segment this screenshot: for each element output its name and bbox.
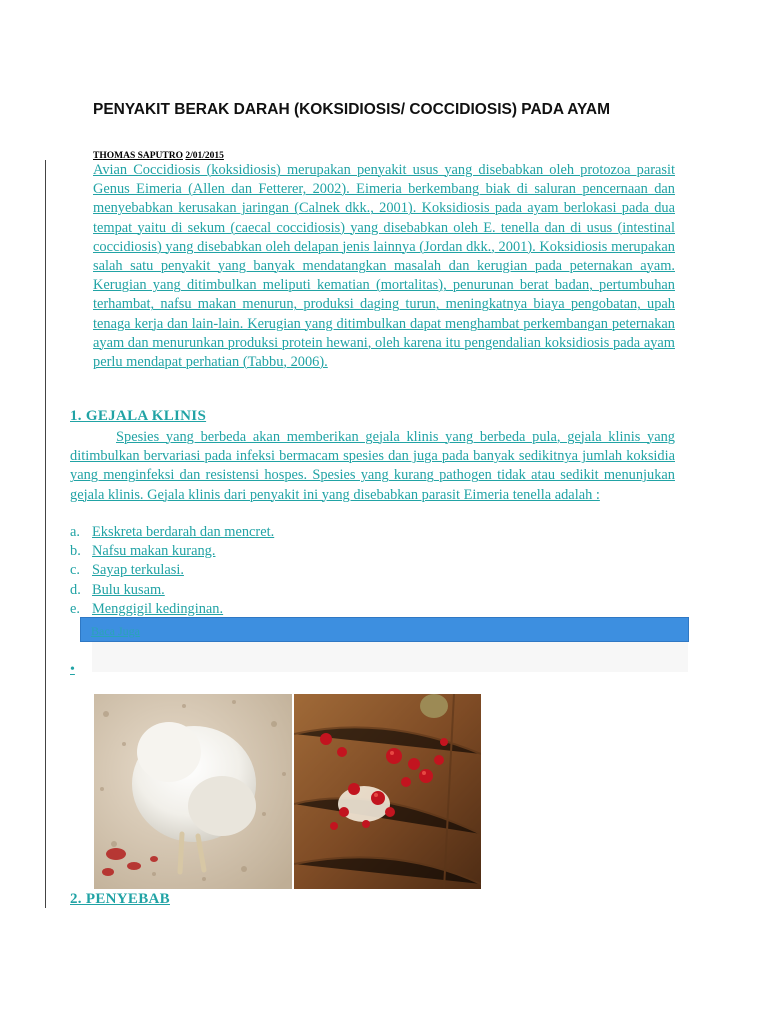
list-item-text: Menggigil kedinginan. [92, 600, 224, 617]
read-also-link[interactable]: Baca Juga [91, 624, 140, 638]
list-marker: c. [70, 562, 80, 579]
gray-strip [92, 642, 688, 672]
symptom-list [70, 523, 370, 619]
section-heading-gejala-klinis[interactable]: 1. GEJALA KLINIS [70, 408, 207, 424]
list-item-text: Nafsu makan kurang. [92, 543, 216, 560]
sick-chicken-photo [94, 694, 292, 889]
byline [93, 151, 224, 161]
list-marker: a. [70, 524, 80, 540]
document-title: PENYAKIT BERAK DARAH (KOKSIDIOSIS/ COCCIDIOSIS) PADA AYAM [93, 101, 611, 118]
list-item-text: Bulu kusam. [92, 581, 165, 598]
gejala-klinis-paragraph[interactable]: Spesies yang berbeda akan memberikan gejala klinis yang berbeda pula, gejala klinis yang ditimbulkan bervariasi pada infeksi bermacam spesies dan juga pada banyak sedikitnya jumlah koksidia yang menginfeksi dan resistensi hospes. Spesies yang kurang pathogen tidak atau sedikit menunjukan gejala klinis. Gejala klinis dari penyakit ini yang disebabkan parasit Eimeria tenella adalah : [70, 429, 675, 503]
bullet-link[interactable]: • [70, 662, 75, 677]
list-item[interactable] [70, 523, 370, 542]
date-link[interactable]: 2/01/2015 [185, 151, 224, 161]
bloody-droppings-photo [294, 694, 481, 889]
list-item[interactable] [70, 542, 370, 561]
list-item[interactable] [70, 561, 370, 580]
read-also-banner[interactable] [80, 617, 689, 642]
list-marker: b. [70, 543, 81, 560]
list-marker: d. [70, 581, 81, 598]
list-item-text: Sayap terkulasi. [92, 562, 184, 579]
author-link[interactable]: THOMAS SAPUTRO [93, 151, 183, 161]
list-item[interactable] [70, 581, 370, 600]
section-heading-penyebab[interactable]: 2. PENYEBAB [70, 891, 170, 907]
intro-paragraph[interactable]: Avian Coccidiosis (koksidiosis) merupakan penyakit usus yang disebabkan oleh protozoa parasit Genus Eimeria (Allen dan Fetterer, 2002). Eimeria berkembang biak di saluran pencernaan dan menyebabkan kerusakan jaringan (Calnek dkk., 2001). Koksidiosis pada ayam berlokasi pada dua tempat yaitu di sekum (caecal coccidiosis) yang disebabkan oleh E. tenella dan di usus (intestinal coccidiosis) yang disebabkan oleh delapan jenis lainnya (Jordan dkk., 2001). Koksidiosis merupakan salah satu penyakit yang banyak mendatangkan masalah dan kerugian pada peternakan ayam. Kerugian yang ditimbulkan meliputi kematian (mortalitas), penurunan berat badan, pertumbuhan terhambat, nafsu makan menurun, produksi daging turun, meningkatnya biaya pengobatan, upah tenaga kerja dan lain-lain. Kerugian yang ditimbulkan dapat menghambat perkembangan peternakan ayam dan menurunkan produksi protein hewani, oleh karena itu pengendalian koksidiosis pada ayam perlu mendapat perhatian (Tabbu, 2006). [93, 162, 675, 371]
list-item-text: Ekskreta berdarah dan mencret. [92, 524, 275, 540]
left-margin-rule [45, 160, 46, 908]
list-marker: e. [70, 600, 80, 617]
